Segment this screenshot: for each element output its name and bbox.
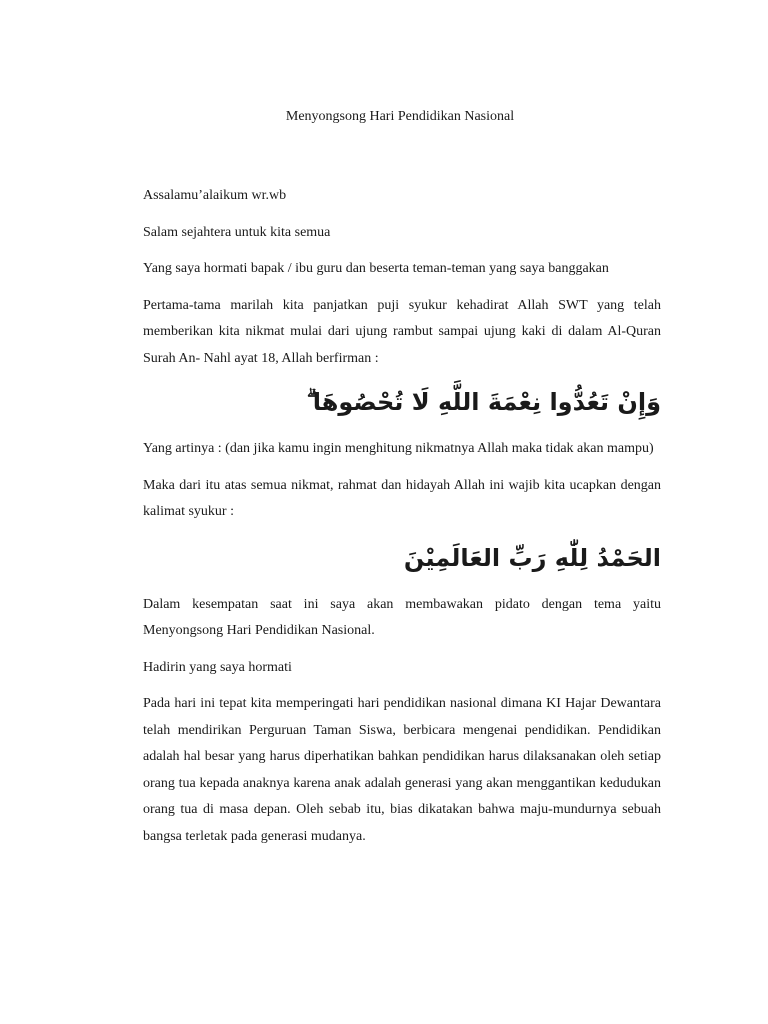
arabic-hamdalah: الحَمْدُ لِلّٰهِ رَبِّ العَالَمِيْنَ <box>403 543 661 572</box>
salam-paragraph: Salam sejahtera untuk kita semua <box>143 224 331 240</box>
page-title: Menyongsong Hari Pendidikan Nasional <box>285 109 515 124</box>
greeting-paragraph: Assalamu’alaikum wr.wb <box>143 188 287 203</box>
arabic-verse: وَإِنْ تَعُدُّوا نِعْمَةَ اللَّهِ لَا تُحْصُوهَا ۗ <box>306 388 661 416</box>
pertama-paragraph: Pertama-tama marilah kita panjatkan puji syukur kehadirat Allah SWT yang telah memberikan kita nikmat mulai dari ujung rambut sampai ujung kaki di dalam Al-Quran Surah An- Nahl ayat 18, Allah berfirman : <box>143 297 661 366</box>
document-body <box>143 183 661 850</box>
hadirin-paragraph: Hadirin yang saya hormati <box>143 659 292 675</box>
hormat-paragraph: Yang saya hormati bapak / ibu guru dan beserta teman-teman yang saya banggakan <box>143 261 609 276</box>
dalam-paragraph: Dalam kesempatan saat ini saya akan membawakan pidato dengan tema yaitu Menyongsong Hari Pendidikan Nasional. <box>143 596 661 638</box>
artinya-paragraph: Yang artinya : (dan jika kamu ingin menghitung nikmatnya Allah maka tidak akan mampu) <box>143 441 654 456</box>
maka-paragraph: Maka dari itu atas semua nikmat, rahmat dan hidayah Allah ini wajib kita ucapkan dengan kalimat syukur : <box>143 477 661 519</box>
pada-paragraph: Pada hari ini tepat kita memperingati hari pendidikan nasional dimana KI Hajar Dewantara telah mendirikan Perguruan Taman Siswa, berbicara mengenai pendidikan. Pendidikan adalah hal besar yang harus diperhatikan bahkan pendidikan harus dilaksanakan oleh setiap orang tua kepada anaknya karena anak adalah generasi yang akan menggantikan kedudukan orang tua di masa depan. Oleh sebab itu, bias dikatakan bahwa maju-mundurnya sebuah bangsa terletak pada generasi mudanya. <box>143 696 661 844</box>
